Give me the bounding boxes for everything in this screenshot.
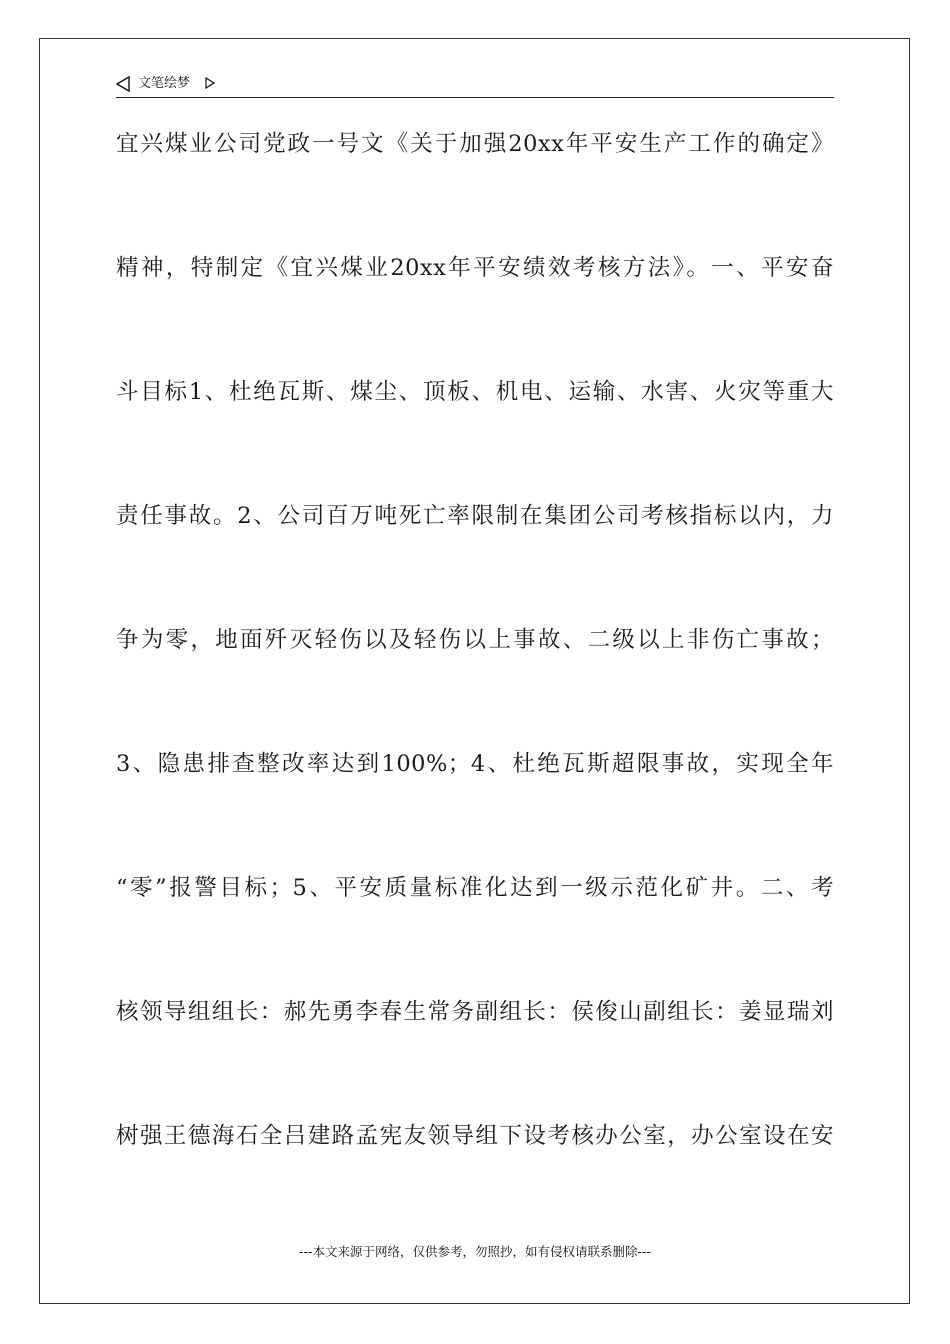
footer-disclaimer: ---本文来源于网络，仅供参考，勿照抄，如有侵权请联系删除--- <box>298 1244 652 1259</box>
header-divider <box>116 97 834 98</box>
paragraph-line: 核领导组组长：郝先勇李春生常务副组长：侯俊山副组长：姜显瑞刘 <box>116 999 834 1025</box>
paragraph-line: 宜兴煤业公司党政一号文《关于加强20xx年平安生产工作的确定》 <box>116 131 834 157</box>
triangle-right-outline-icon <box>205 77 215 89</box>
page-border <box>39 38 910 1304</box>
paragraph-line: 树强王德海石全吕建路孟宪友领导组下设考核办公室，办公室设在安 <box>116 1123 834 1149</box>
paragraph-line: 斗目标1、杜绝瓦斯、煤尘、顶板、机电、运输、水害、火灾等重大 <box>116 379 834 405</box>
triangle-left-outline-icon <box>116 76 130 92</box>
paragraph-line: 精神，特制定《宜兴煤业20xx年平安绩效考核方法》。一、平安奋 <box>116 255 834 281</box>
paragraph-line: 争为零，地面歼灭轻伤以及轻伤以上事故、二级以上非伤亡事故； <box>116 627 834 653</box>
paragraph-line: 3、隐患排查整改率达到100%；4、杜绝瓦斯超限事故，实现全年 <box>116 751 834 777</box>
paragraph-line: “零”报警目标；5、平安质量标准化达到一级示范化矿井。二、考 <box>116 875 834 901</box>
page-header <box>116 72 834 98</box>
header-title: 文笔绘梦 <box>138 76 191 91</box>
paragraph-line: 责任事故。2、公司百万吨死亡率限制在集团公司考核指标以内，力 <box>116 503 834 529</box>
